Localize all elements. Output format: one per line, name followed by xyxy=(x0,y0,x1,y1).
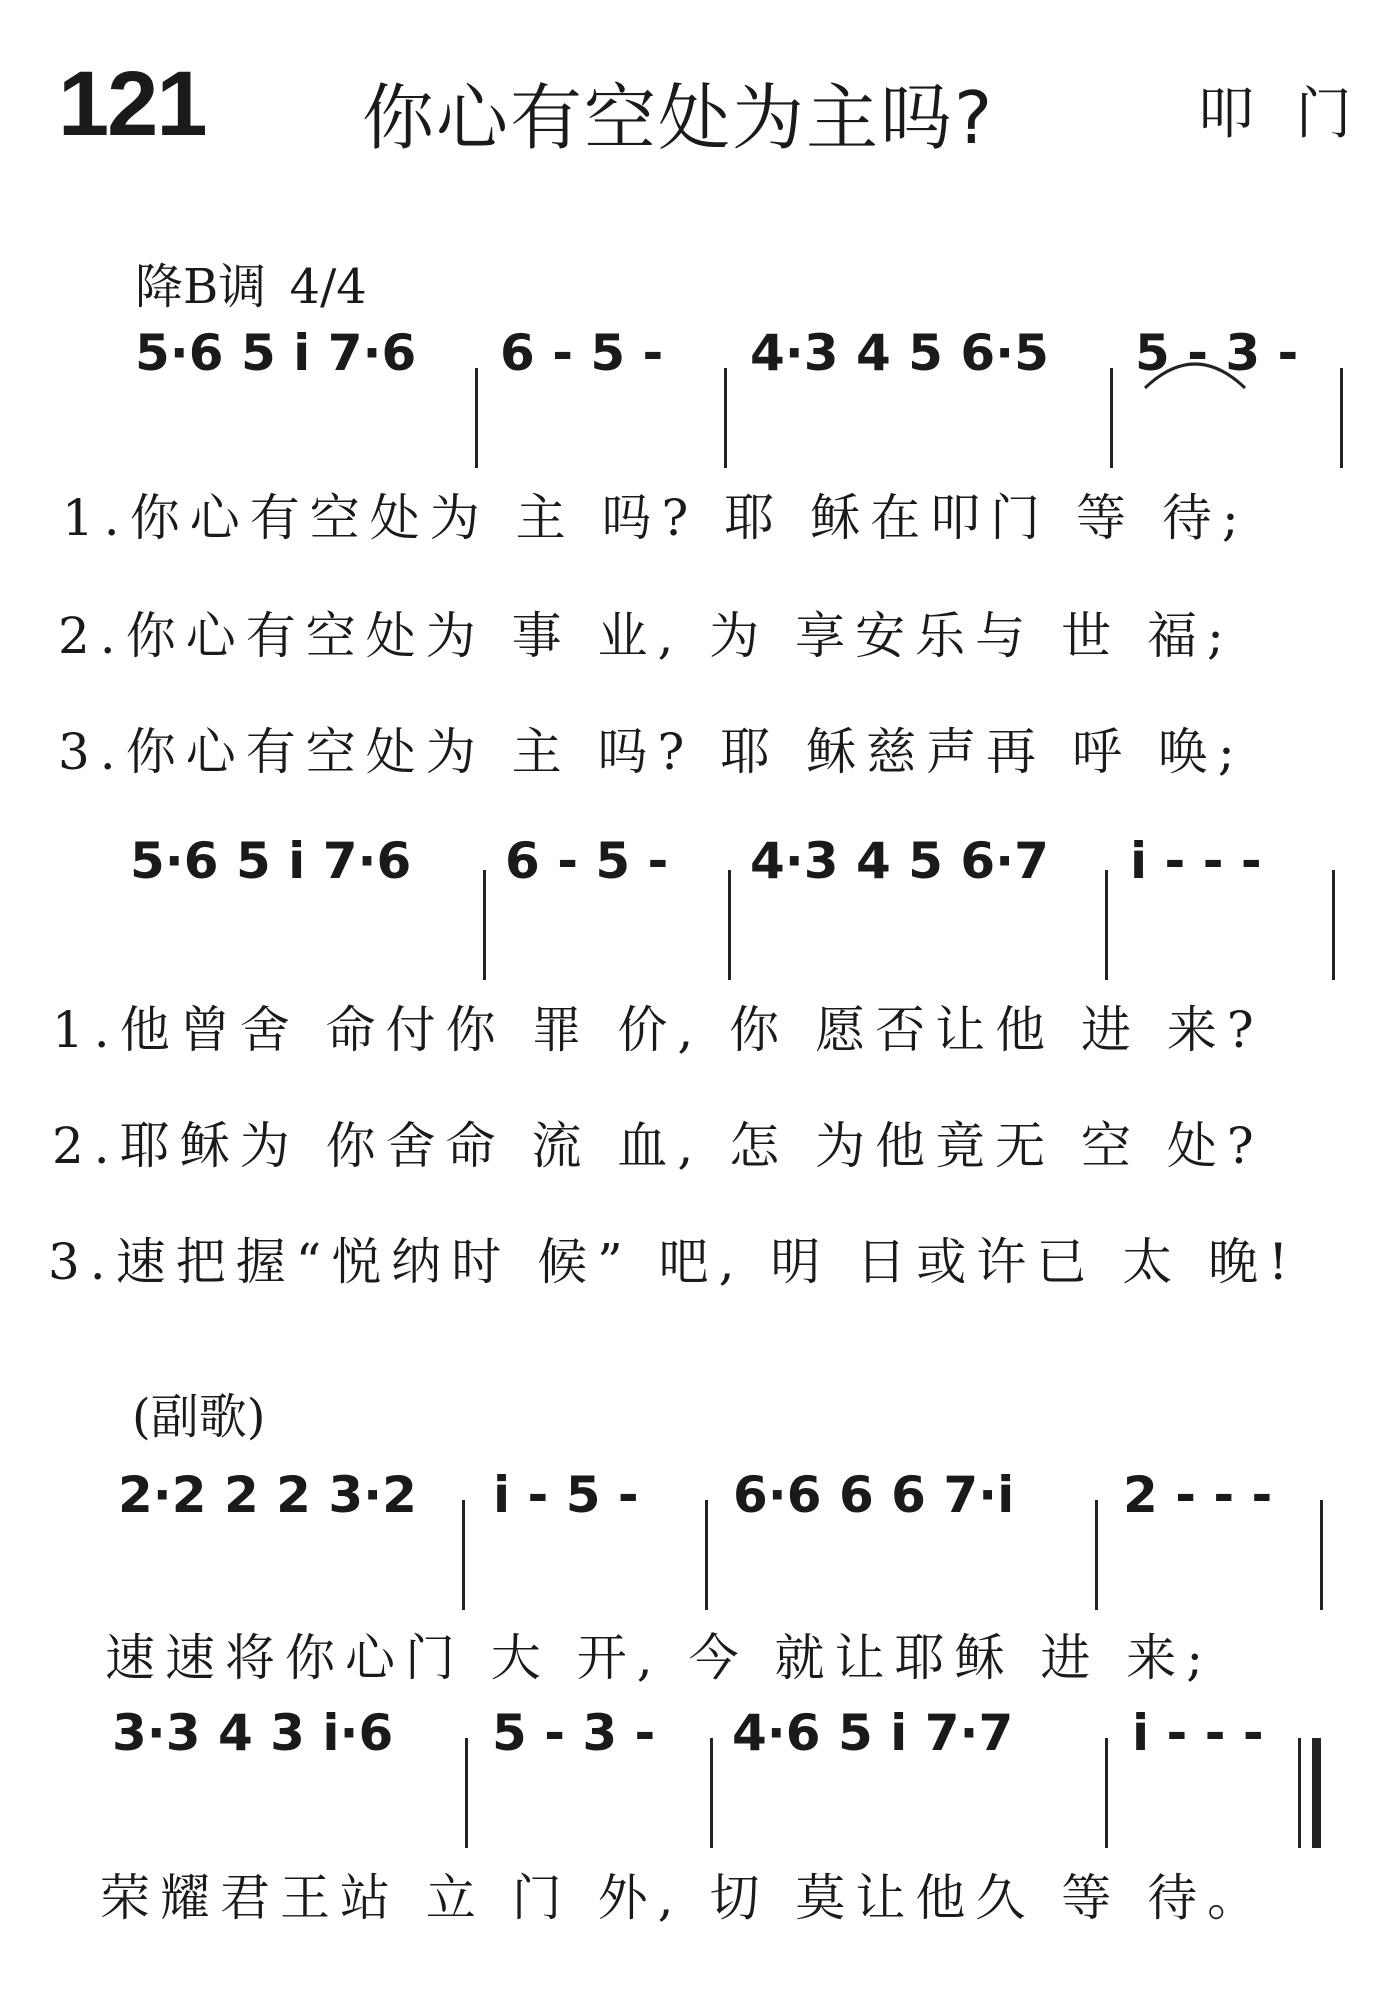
measure-4: 2 - - - xyxy=(1123,1466,1273,1524)
measure-4: i - - - xyxy=(1130,832,1262,890)
slur-mark xyxy=(1140,350,1250,390)
measure-4: 5 - 3 - xyxy=(1135,324,1299,382)
bar-line xyxy=(483,870,486,980)
measure-3: 4·6 5 i 7·7 xyxy=(732,1704,1014,1762)
bar-line xyxy=(1340,368,1343,468)
bar-line xyxy=(705,1500,708,1610)
measure-3: 4·3 4 5 6·5 xyxy=(750,324,1049,382)
measure-1: 2·2 2 2 3·2 xyxy=(118,1466,417,1524)
measure-1: 5·6 5 i 7·6 xyxy=(135,324,417,382)
bar-line xyxy=(1332,870,1335,980)
measure-2: 6 - 5 - xyxy=(500,324,664,382)
measure-2: 6 - 5 - xyxy=(505,832,669,890)
lyric-verse-2: 2.你心有空处为 事 业, 为 享安乐与 世 福; xyxy=(58,607,1234,665)
measure-3: 6·6 6 6 7·i xyxy=(733,1466,1015,1524)
bar-line xyxy=(1320,1500,1323,1610)
lyric-verse-1: 1.你心有空处为 主 吗? 耶 稣在叩门 等 待; xyxy=(62,489,1249,547)
bar-line xyxy=(1105,870,1108,980)
lyric-chorus-2: 荣耀君王站 立 门 外, 切 莫让他久 等 待。 xyxy=(100,1869,1268,1927)
hymn-number: 121 xyxy=(58,53,206,155)
bar-line xyxy=(1095,1500,1098,1610)
bar-line xyxy=(475,368,478,468)
measure-3: 4·3 4 5 6·7 xyxy=(750,832,1049,890)
measure-2: i - 5 - xyxy=(493,1466,639,1524)
measure-1: 5·6 5 i 7·6 xyxy=(130,832,412,890)
lyric-verse-2: 2.耶稣为 你舍命 流 血, 怎 为他竟无 空 处? xyxy=(52,1117,1264,1175)
hymn-title: 你心有空处为主吗? xyxy=(362,76,995,160)
lyric-verse-3: 3.速把握“悦纳时 候” 吧, 明 日或许已 太 晚! xyxy=(48,1233,1299,1291)
bar-line xyxy=(724,368,727,468)
measure-1: 3·3 4 3 i·6 xyxy=(112,1704,394,1762)
final-bar-line xyxy=(1312,1738,1321,1848)
bar-line xyxy=(1298,1738,1301,1848)
bar-line xyxy=(710,1738,713,1848)
lyric-verse-1: 1.他曾舍 命付你 罪 价, 你 愿否让他 进 来? xyxy=(52,1001,1264,1059)
bar-line xyxy=(1105,1738,1108,1848)
lyric-chorus-1: 速速将你心门 大 开, 今 就让耶稣 进 来; xyxy=(105,1629,1214,1687)
chorus-label: (副歌) xyxy=(132,1389,266,1445)
hymn-category: 叩 门 xyxy=(1198,82,1352,147)
measure-2: 5 - 3 - xyxy=(492,1704,656,1762)
lyric-verse-3: 3.你心有空处为 主 吗? 耶 稣慈声再 呼 唤; xyxy=(58,723,1245,781)
bar-line xyxy=(1110,368,1113,468)
bar-line xyxy=(465,1738,468,1848)
measure-4: i - - - xyxy=(1132,1704,1264,1762)
key-signature: 降B调 4/4 xyxy=(135,259,367,315)
bar-line xyxy=(728,870,731,980)
bar-line xyxy=(462,1500,465,1610)
